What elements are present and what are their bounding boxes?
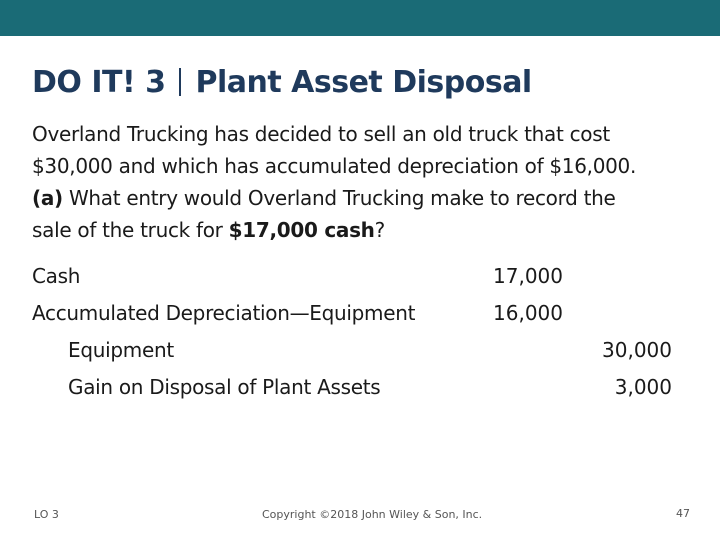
copyright-notice: Copyright ©2018 John Wiley & Son, Inc. <box>262 508 483 521</box>
account-accumulated-depreciation: Accumulated Depreciation—Equipment <box>32 301 416 325</box>
sale-amount: $17,000 cash <box>228 218 375 242</box>
page-number: 47 <box>676 507 690 520</box>
credit-gain-on-disposal: 3,000 <box>614 375 672 399</box>
question-line-4-start: sale of the truck for <box>32 218 229 242</box>
question-line-3-rest: What entry would Overland Trucking make to record the <box>62 186 616 210</box>
part-label: (a) <box>32 186 63 210</box>
slide-title <box>32 60 532 104</box>
question-line-2: $30,000 and which has accumulated depreciation of $16,000. <box>32 154 637 178</box>
question-line-1: Overland Trucking has decided to sell an old truck that cost <box>32 122 610 146</box>
learning-objective: LO 3 <box>34 508 59 521</box>
question-text <box>32 118 702 246</box>
account-cash: Cash <box>32 264 81 288</box>
title-main: Plant Asset Disposal <box>195 64 532 100</box>
question-line-3 <box>32 182 702 214</box>
question-line-4-end: ? <box>374 218 385 242</box>
title-prefix: DO IT! 3 <box>32 64 166 100</box>
debit-cash: 17,000 <box>493 264 563 288</box>
account-equipment: Equipment <box>68 338 174 362</box>
question-line-4 <box>32 214 702 246</box>
account-gain-on-disposal: Gain on Disposal of Plant Assets <box>68 375 381 399</box>
credit-equipment: 30,000 <box>602 338 672 362</box>
top-banner <box>0 0 720 36</box>
debit-accumulated-depreciation: 16,000 <box>493 301 563 325</box>
title-separator <box>179 68 181 96</box>
